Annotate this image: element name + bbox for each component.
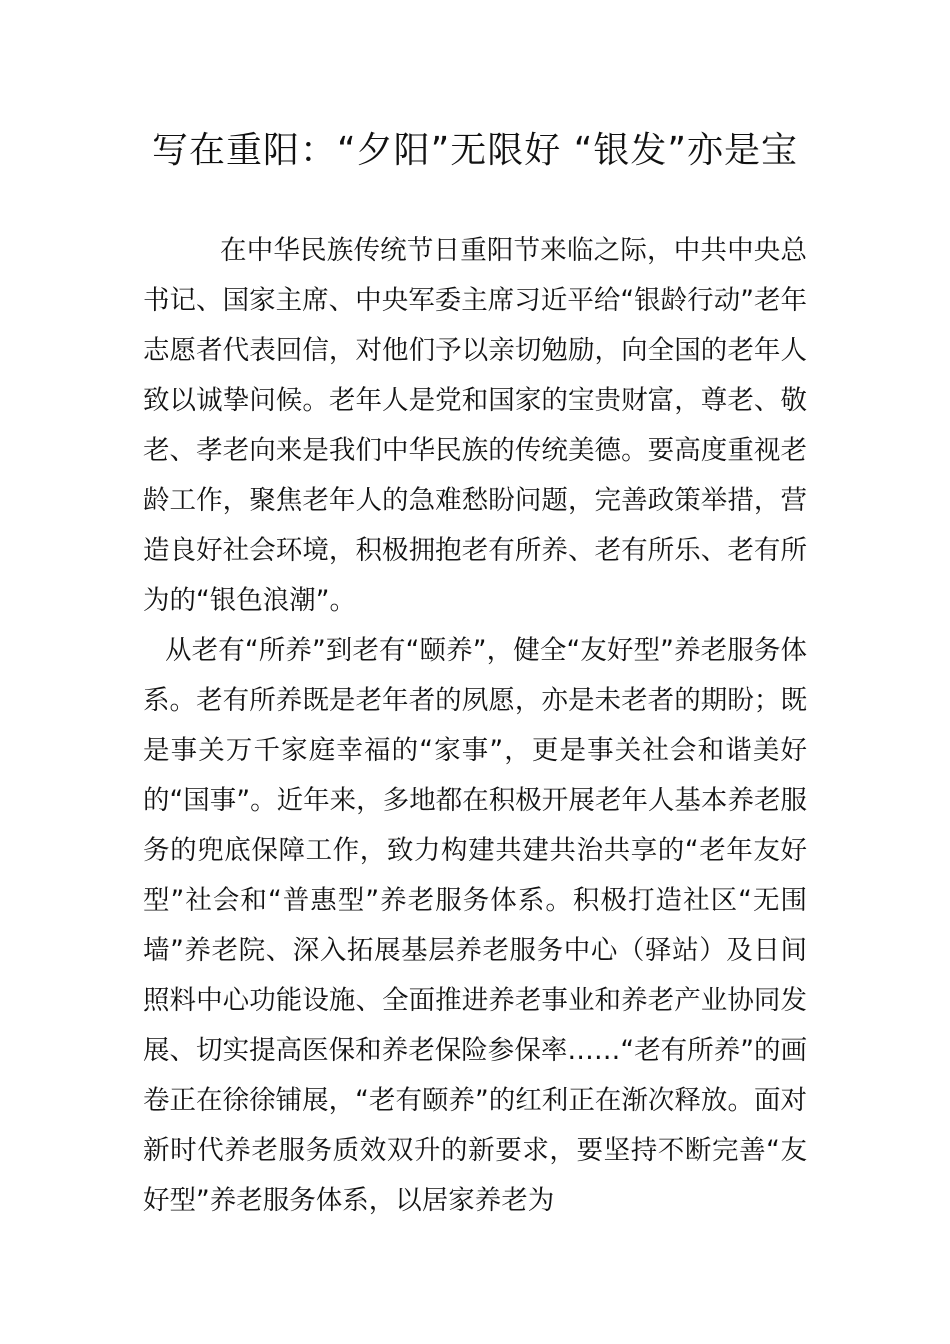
document-body: [143, 226, 807, 1226]
paragraph-2: 从老有“所养”到老有“颐养”，健全“友好型”养老服务体系。老有所养既是老年者的夙愿，亦是未老者的期盼；既是事关万千家庭幸福的“家事”，更是事关社会和谐美好的“国事”。近年来，多地都在积极开展老年人基本养老服务的兜底保障工作，致力构建共建共治共享的“老年友好型”社会和“普惠型”养老服务体系。积极打造社区“无围墙”养老院、深入拓展基层养老服务中心（驿站）及日间照料中心功能设施、全面推进养老事业和养老产业协同发展、切实提高医保和养老保险参保率……“老有所养”的画卷正在徐徐铺展，“老有颐养”的红利正在渐次释放。面对新时代养老服务质效双升的新要求，要坚持不断完善“友好型”养老服务体系，以居家养老为: [143, 635, 807, 1216]
document-title: 写在重阳：“夕阳”无限好 “银发”亦是宝: [151, 130, 799, 171]
paragraph-1: 在中华民族传统节日重阳节来临之际，中共中央总书记、国家主席、中央军委主席习近平给“银龄行动”老年志愿者代表回信，对他们予以亲切勉励，向全国的老年人致以诚挚问候。老年人是党和国家的宝贵财富，尊老、敬老、孝老向来是我们中华民族的传统美德。要高度重视老龄工作，聚焦老年人的急难愁盼问题，完善政策举措，营造良好社会环境，积极拥抱老有所养、老有所乐、老有所为的“银色浪潮”。: [143, 235, 807, 616]
